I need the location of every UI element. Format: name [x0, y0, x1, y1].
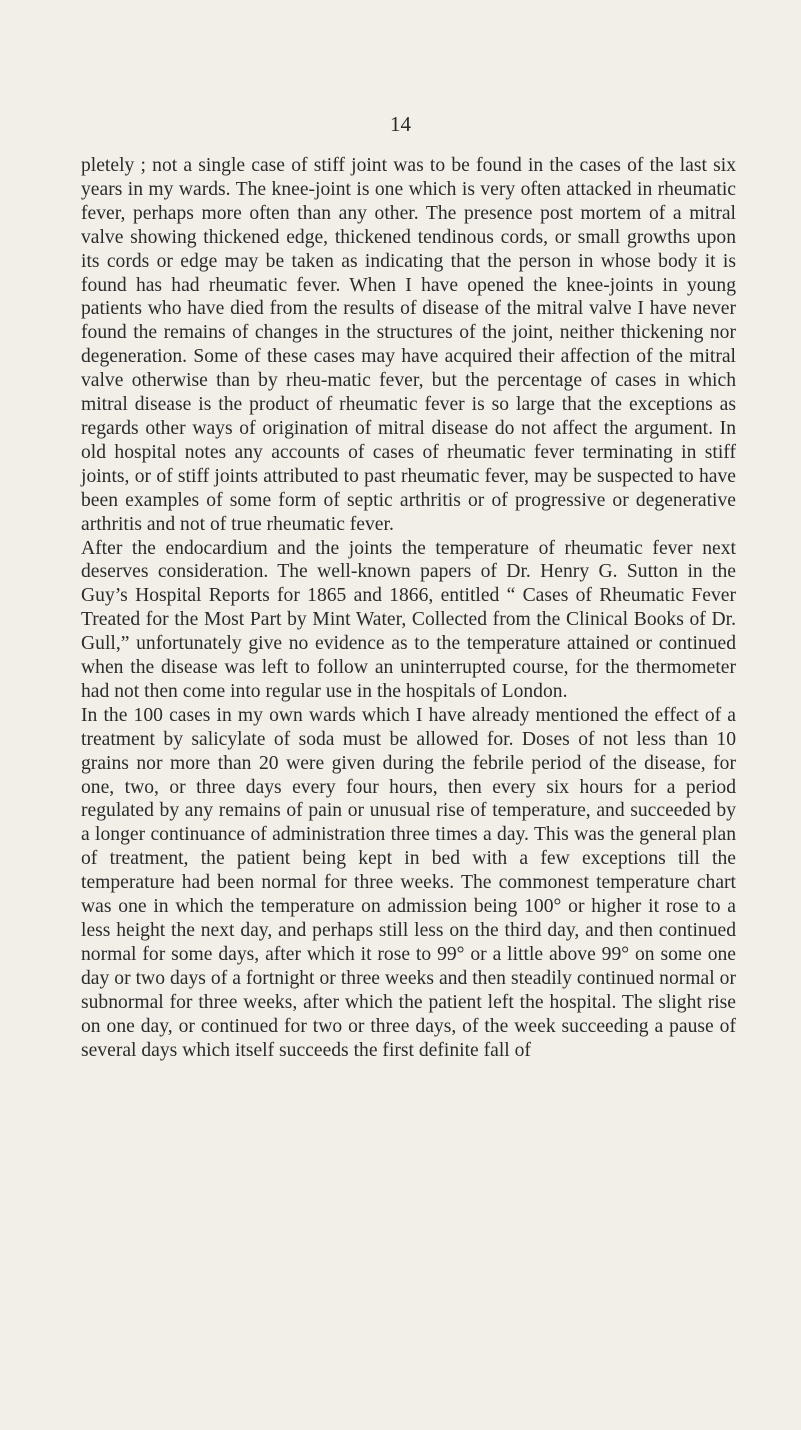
paragraph-3: In the 100 cases in my own wards which I have already mentioned the effect of a treatment by salicylate of soda must be allowed for. Doses of not less than 10 grains nor more than 20 were given during the febrile period of the disease, for one, two, or three days every four hours, then every six hours for a period regulated by any remains of pain or unusual rise of temperature, and succeeded by a longer continuance of administration three times a day. This was the general plan of treatment, the patient being kept in bed with a few exceptions till the temperature had been normal for three weeks. The commonest temperature chart was one in which the temperature on admission being 100° or higher it rose to a less height the next day, and perhaps still less on the third day, and then continued normal for some days, after which it rose to 99° or a little above 99° on some one day or two days of a fortnight or three weeks and then steadily continued normal or subnormal for three weeks, after which the patient left the hospital. The slight rise on one day, or continued for two or three days, of the week succeeding a pause of several days which itself succeeds the first definite fall of: [81, 704, 736, 1061]
paragraph-1: pletely ; not a single case of stiff joint was to be found in the cases of the last six years in my wards. The knee-joint is one which is very often attacked in rheumatic fever, perhaps more often than any other. The presence post mortem of a mitral valve showing thickened edge, thickened tendinous cords, or small growths upon its cords or edge may be taken as indicating that the person in whose body it is found has had rheumatic fever. When I have opened the knee-joints in young patients who have died from the results of disease of the mitral valve I have never found the remains of changes in the structures of the joint, neither thickening nor degeneration. Some of these cases may have acquired their affection of the mitral valve otherwise than by rheu-matic fever, but the percentage of cases in which mitral disease is the product of rheumatic fever is so large that the exceptions as regards other ways of origination of mitral disease do not affect the argument. In old hospital notes any accounts of cases of rheumatic fever terminating in stiff joints, or of stiff joints attributed to past rheumatic fever, may be suspected to have been examples of some form of septic arthritis or of progressive or degenerative arthritis and not of true rheumatic fever.: [81, 155, 736, 535]
body-text: [81, 154, 736, 1062]
paragraph-2: After the endocardium and the joints the temperature of rheumatic fever next deserves consideration. The well-known papers of Dr. Henry G. Sutton in the Guy’s Hospital Reports for 1865 and 1866, entitled “ Cases of Rheumatic Fever Treated for the Most Part by Mint Water, Collected from the Clinical Books of Dr. Gull,” unfortunately give no evidence as to the temperature attained or continued when the disease was left to follow an uninterrupted course, for the thermometer had not then come into regular use in the hospitals of London.: [81, 537, 736, 702]
page-number: 14: [390, 112, 411, 136]
